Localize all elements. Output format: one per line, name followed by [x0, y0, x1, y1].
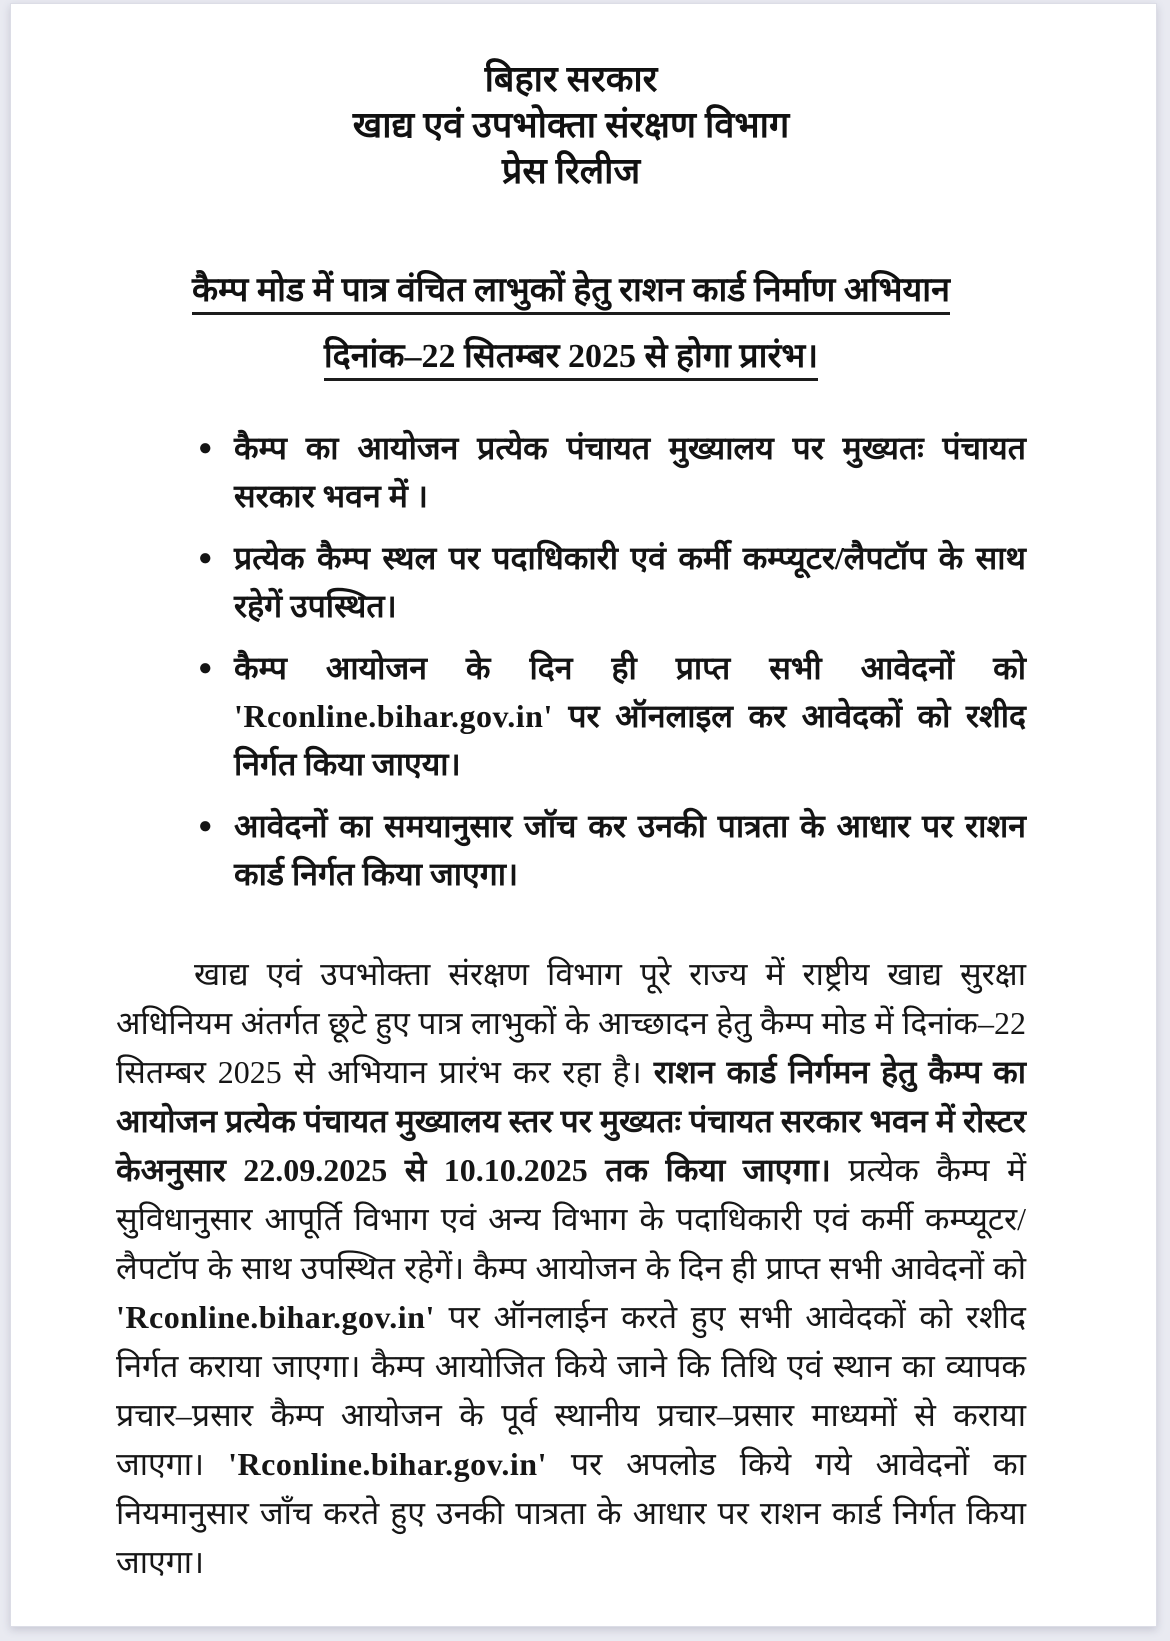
press-release-label: प्रेस रिलीज — [501, 151, 641, 191]
bullet-text: कैम्प आयोजन के दिन ही प्राप्त सभी आवेदनों को — [234, 650, 1026, 686]
bullet-dot-icon: ● — [198, 655, 213, 681]
para-segment-1: खाद्य एवं उपभोक्ता संरक्षण विभाग पूरे राज्य में राष्ट्रीय खाद्य सुरक्षा अधिनियम अंतर्गत छूटे हुए पात्र लाभुकों के आच्छादन हेतु कैम्प मोड में दिनांक–22 सितम्बर 2025 से अभियान प्रारंभ कर रहा है। — [116, 956, 1026, 1090]
bullet-text: कैम्प का आयोजन प्रत्येक पंचायत मुख्यालय पर मुख्यतः पंचायत सरकार भवन में । — [234, 430, 1026, 514]
body-paragraph — [116, 950, 1026, 1587]
bullet-item-2 — [116, 534, 1026, 630]
document-title — [116, 258, 1026, 390]
bullet-text: प्रत्येक कैम्प स्थल पर पदाधिकारी एवं कर्मी कम्प्यूटर/लैपटॉप के साथ रहेगें उपस्थित। — [234, 540, 1026, 624]
government-name: बिहार सरकार — [484, 59, 658, 99]
bullet-text: आवेदनों का समयानुसार जॉच कर उनकी पात्रता के आधार पर राशन कार्ड निर्गत किया जाएगा। — [234, 808, 1026, 892]
bullet-dot-icon: ● — [198, 545, 213, 571]
bullet-text-after: पर ऑनलाइल कर आवेदकों को रशीद निर्गत किया जाएया। — [234, 698, 1026, 782]
bullet-list — [116, 424, 1026, 898]
title-line-1: कैम्प मोड में पात्र वंचित लाभुकों हेतु राशन कार्ड निर्माण अभियान — [116, 258, 1026, 324]
bullet-item-3 — [116, 644, 1026, 788]
title-line-2: दिनांक–22 सितम्बर 2025 से होगा प्रारंभ। — [116, 324, 1026, 390]
document-header — [116, 56, 1026, 194]
bullet-url-text: 'Rconline.bihar.gov.in' — [234, 698, 553, 734]
press-release-page — [10, 3, 1157, 1627]
department-name: खाद्य एवं उपभोक्ता संरक्षण विभाग — [352, 105, 790, 145]
para-segment-7: पर अपलोड किये गये आवेदनों का नियमानुसार जाँच करते हुए उनकी पात्रता के आधार पर राशन कार्ड निर्गत किया जाएगा। — [116, 1446, 1026, 1580]
para-url-text-1: 'Rconline.bihar.gov.in' — [116, 1299, 435, 1335]
para-url-text-2: 'Rconline.bihar.gov.in' — [228, 1446, 547, 1482]
bullet-dot-icon: ● — [198, 435, 213, 461]
para-segment-5: पर ऑनलाईन करते हुए सभी आवेदकों को रशीद निर्गत कराया जाएगा। कैम्प आयोजित किये जाने कि तिथि एवं स्थान का व्यापक प्रचार–प्रसार कैम्प आयोजन के पूर्व स्थानीय प्रचार–प्रसार माध्यमों से कराया जाएगा। — [116, 1299, 1026, 1482]
para-segment-3: प्रत्येक कैम्प में सुविधानुसार आपूर्ति विभाग एवं अन्य विभाग के पदाधिकारी एवं कर्मी कम्प्यूटर/लैपटॉप के साथ उपस्थित रहेगें। कैम्प आयोजन के दिन ही प्राप्त सभी आवेदनों को — [116, 1152, 1026, 1286]
bullet-item-1 — [116, 424, 1026, 520]
bullet-dot-icon: ● — [198, 813, 213, 839]
bullet-item-4 — [116, 802, 1026, 898]
para-segment-2-bold: राशन कार्ड निर्गमन हेतु कैम्प का आयोजन प्रत्येक पंचायत मुख्यालय स्तर पर मुख्यतः पंचायत सरकार भवन में रोस्टर केअनुसार 22.09.2025 से 10.10.2025 तक किया जाएगा। — [116, 1054, 1026, 1188]
